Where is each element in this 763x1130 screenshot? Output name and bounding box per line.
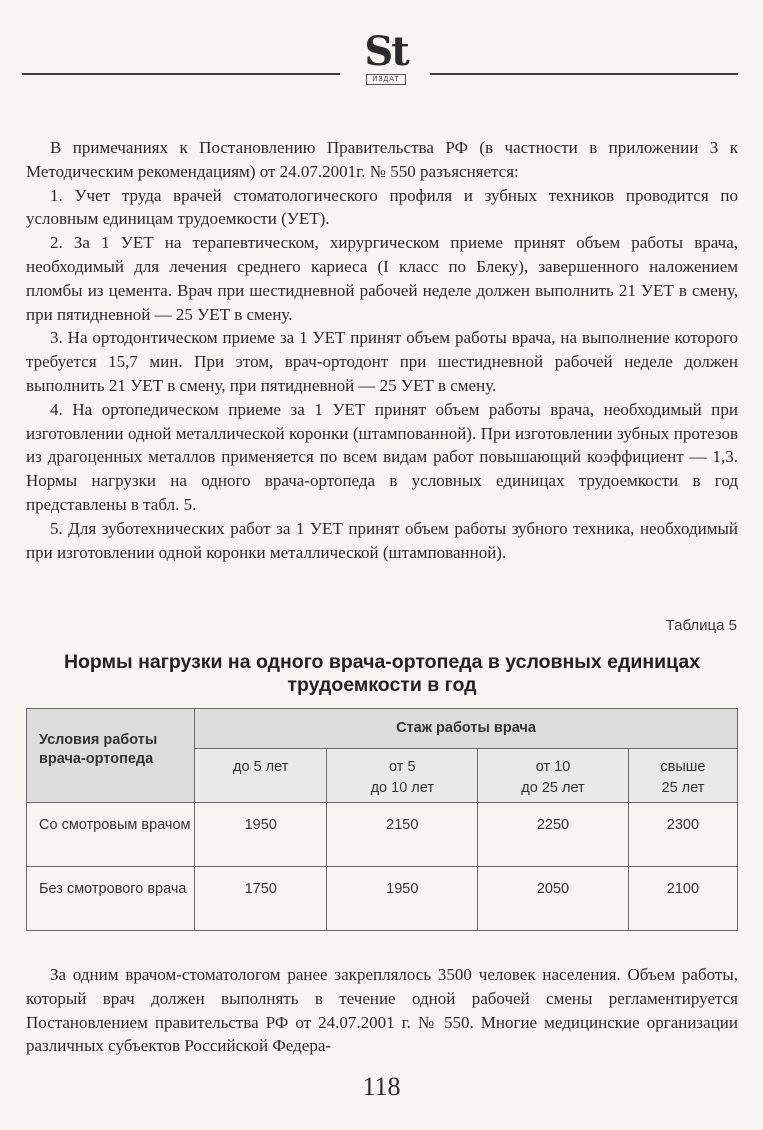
paragraph: 1. Учет труда врачей стоматологического профиля и зубных техников проводится по условным единицам трудоемкости (УЕТ).: [26, 185, 738, 229]
table-cell: 2100: [628, 867, 737, 931]
group-header: Стаж работы врача: [195, 709, 738, 749]
paragraph: 3. На ортодонтическом приеме за 1 УЕТ принят объем работы врача, на выполнение которого требуется 15,7 мин. При этом, врач-ортодонт при шестидневной рабочей неделе должен выполнить 21 УЕТ в смену, при пятидневной — 25 УЕТ в смену.: [26, 328, 738, 395]
column-header: свыше 25 лет: [628, 748, 737, 802]
table-cell: 2150: [327, 803, 478, 867]
row-label: Со смотровым врачом: [27, 803, 195, 867]
norms-table: [26, 708, 738, 931]
header-rule-right: [430, 73, 738, 75]
table-row: [27, 867, 738, 931]
table-row: [27, 803, 738, 867]
page-header: [22, 30, 738, 90]
logo-mark: St: [364, 28, 408, 75]
column-header: от 5 до 10 лет: [327, 748, 478, 802]
closing-text: [26, 963, 738, 1058]
table-cell: 2300: [628, 803, 737, 867]
table-caption: Таблица 5: [665, 617, 737, 634]
paragraph: 2. За 1 УЕТ на терапевтическом, хирургическом приеме принят объем работы врача, необходимый для лечения среднего кариеса (I класс по Блеку), завершенного наложением пломбы из цемента. Врач при шестидневной рабочей неделе должен выполнить 21 УЕТ в смену, при пятидневной — 25 УЕТ в смену.: [26, 233, 738, 324]
logo-subtitle: ИЗДАТ: [366, 74, 406, 85]
column-header: от 10 до 25 лет: [478, 748, 629, 802]
row-label: Без смотрового врача: [27, 867, 195, 931]
corner-header: Условия работы врача-ортопеда: [27, 709, 195, 803]
header-rule-left: [22, 73, 340, 75]
intro-text: [26, 136, 738, 564]
table-cell: 2050: [478, 867, 629, 931]
page-number: 118: [362, 1072, 401, 1101]
publisher-logo: [350, 30, 422, 90]
paragraph: 5. Для зуботехнических работ за 1 УЕТ принят объем работы зубного техника, необходимый при изготовлении одной коронки металлической (штампованной).: [26, 518, 738, 562]
table-cell: 1950: [195, 803, 327, 867]
paragraph: За одним врачом-стоматологом ранее закреплялось 3500 человек населения. Объем работы, который врач должен выполнять в течение одной рабочей смены регламентируется Постановлением правительства РФ от 24.07.2001 г. № 550. Многие медицинские организации различных субъектов Российской Федера-: [26, 965, 738, 1056]
paragraph: 4. На ортопедическом приеме за 1 УЕТ принят объем работы врача, необходимый при изготовлении одной металлической коронки (штампованной). При изготовлении зубных протезов из драгоценных металлов применяется по всем видам работ повышающий коэффициент — 1,3. Нормы нагрузки на одного врача-ортопеда в условных единицах трудоемкости в год представлены в табл. 5.: [26, 399, 738, 514]
column-header: до 5 лет: [195, 748, 327, 802]
table-cell: 2250: [478, 803, 629, 867]
table-cell: 1750: [195, 867, 327, 931]
table-title: Нормы нагрузки на одного врача-ортопеда в условных единицах трудоемкости в год: [63, 651, 701, 696]
table-cell: 1950: [327, 867, 478, 931]
paragraph: В примечаниях к Постановлению Правительства РФ (в частности в приложении 3 к Методическим рекомендациям) от 24.07.2001г. № 550 разъясняется:: [26, 138, 738, 181]
